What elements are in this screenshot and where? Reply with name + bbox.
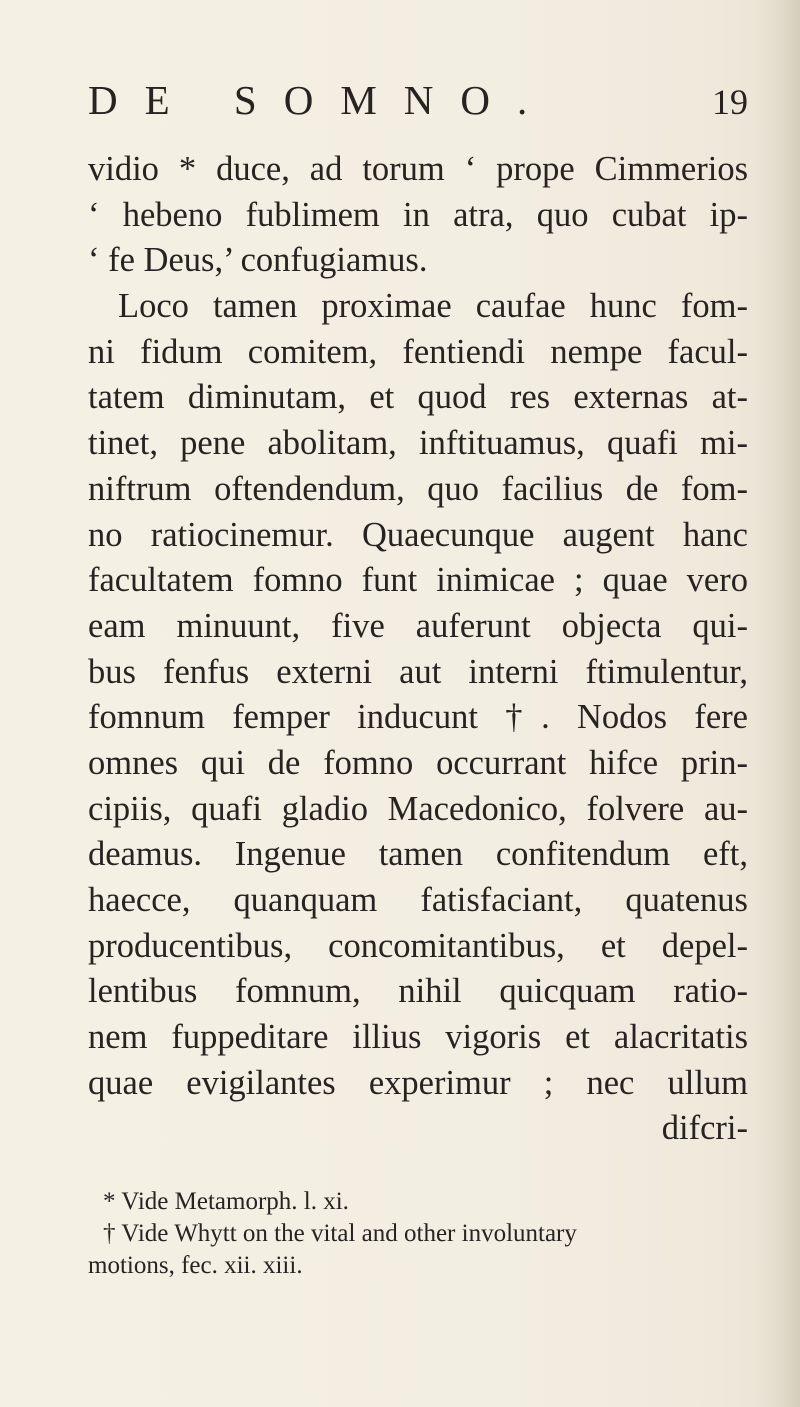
text-line: bus fenfus externi aut interni ftimulentur, bbox=[88, 652, 748, 691]
text-line: ni fidum comitem, fentiendi nempe facul- bbox=[88, 332, 748, 371]
text-line: producentibus, concomitantibus, et depel- bbox=[88, 926, 748, 965]
text-line: tatem diminutam, et quod res externas at- bbox=[88, 378, 748, 417]
text-line: fomnum femper inducunt †. Nodos fere bbox=[88, 698, 748, 737]
text-line: Loco tamen proximae caufae hunc fom- bbox=[118, 287, 748, 326]
text-line: ‘ fe Deus,’ confugiamus. bbox=[88, 241, 428, 280]
running-title: DE SOMNO. bbox=[88, 77, 555, 123]
footnote-2: † Vide Whytt on the vital and other involuntary bbox=[103, 1220, 577, 1247]
text-line: tinet, pene abolitam, inftituamus, quafi mi- bbox=[88, 424, 748, 463]
body-text bbox=[88, 147, 748, 1152]
footnote-2-continuation: motions, fec. xii. xiii. bbox=[88, 1252, 303, 1279]
text-line: nem fuppeditare illius vigoris et alacritatis bbox=[88, 1018, 748, 1057]
text-line: ‘ hebeno fublimem in atra, quo cubat ip- bbox=[88, 195, 748, 234]
text-line: lentibus fomnum, nihil quicquam ratio- bbox=[88, 972, 748, 1011]
page-number: 19 bbox=[712, 82, 748, 122]
text-line: niftrum oftendendum, quo facilius de fom- bbox=[88, 469, 748, 508]
catchword: difcri- bbox=[661, 1109, 748, 1148]
text-line: facultatem fomno funt inimicae ; quae vero bbox=[88, 561, 748, 600]
running-head bbox=[88, 78, 748, 122]
footnote-1: * Vide Metamorph. l. xi. bbox=[103, 1188, 349, 1215]
text-line: omnes qui de fomno occurrant hifce prin- bbox=[88, 743, 748, 782]
footnotes bbox=[88, 1186, 748, 1282]
page-edge-shade bbox=[760, 0, 800, 1407]
text-line: deamus. Ingenue tamen confitendum eft, bbox=[88, 835, 748, 874]
text-line: cipiis, quafi gladio Macedonico, folvere au- bbox=[88, 789, 748, 828]
text-line: quae evigilantes experimur ; nec ullum bbox=[88, 1063, 748, 1102]
text-line: eam minuunt, five auferunt objecta qui- bbox=[88, 606, 748, 645]
text-line: haecce, quanquam fatisfaciant, quatenus bbox=[88, 881, 748, 919]
text-line: vidio * duce, ad torum ‘ prope Cimmerios bbox=[88, 150, 748, 188]
text-line: no ratiocinemur. Quaecunque augent hanc bbox=[88, 515, 748, 554]
